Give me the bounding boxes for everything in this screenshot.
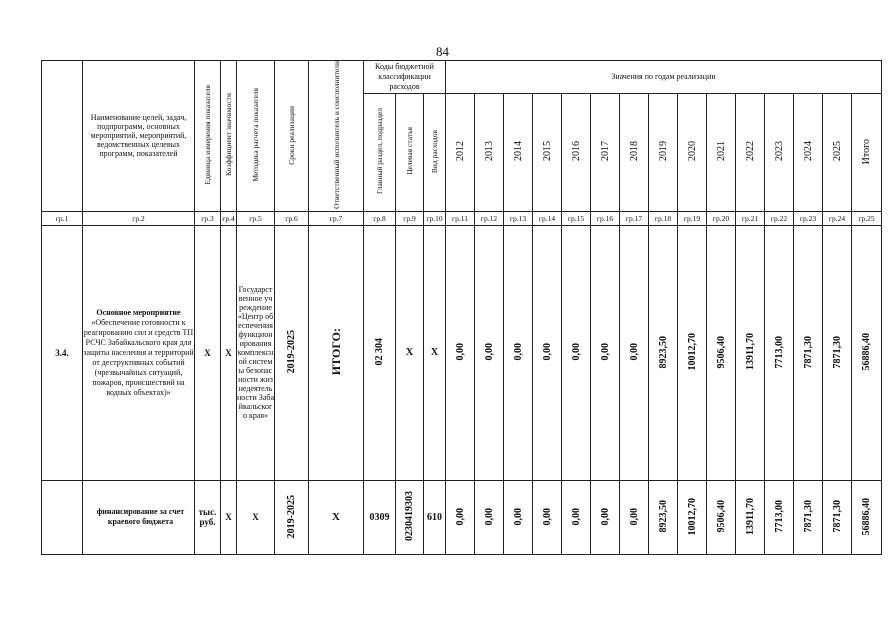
value: 7871,30 [802, 500, 814, 533]
row-article: 0230419303 [404, 491, 415, 542]
table-row [42, 225, 882, 480]
header-name: Наименование целей, задач, подпрограмм, основных мероприятий, мероприятий, ведомственных целевых программ, показателей [83, 61, 195, 212]
value-cell [649, 225, 678, 480]
value-cell [765, 225, 794, 480]
value: 0,00 [483, 507, 495, 526]
year-label: 2015 [541, 141, 553, 162]
year-label: 2013 [483, 141, 495, 162]
value: 0,00 [541, 343, 553, 361]
year-cell [736, 93, 765, 211]
table-row [42, 480, 882, 554]
year-cell [533, 93, 562, 211]
value: 13911,70 [744, 333, 756, 371]
value: 13911,70 [744, 497, 756, 535]
row-number [42, 480, 83, 554]
year-cell [620, 93, 649, 211]
header-responsible-cell [309, 61, 364, 212]
group-cell: гр.25 [852, 211, 882, 225]
row-exptype: 610 [424, 480, 446, 554]
row-coef: Х [221, 480, 237, 554]
group-cell: гр.17 [620, 211, 649, 225]
value: 0,00 [512, 507, 524, 526]
page-number: 84 [436, 44, 449, 59]
value: 0,00 [454, 343, 466, 361]
year-label: 2020 [686, 141, 698, 162]
value: 8923,50 [657, 335, 669, 369]
row-section: 0309 [364, 480, 396, 554]
value-cell [765, 480, 794, 554]
value-cell [620, 225, 649, 480]
value: 7713,00 [773, 335, 785, 369]
value: 0,00 [570, 343, 582, 361]
row-section-cell [364, 225, 396, 480]
group-cell: гр.9 [396, 211, 424, 225]
value: 9506,40 [715, 335, 727, 369]
row-unit: Х [195, 225, 221, 480]
value: 7871,30 [802, 335, 814, 369]
group-cell: гр.10 [424, 211, 446, 225]
group-cell: гр.16 [591, 211, 620, 225]
value-cell [794, 225, 823, 480]
header-terms-cell [275, 61, 309, 212]
year-label: 2025 [831, 141, 843, 162]
group-cell: гр.3 [195, 211, 221, 225]
header-section-cell [364, 93, 396, 211]
row-terms-cell [275, 225, 309, 480]
value: 0,00 [512, 343, 524, 361]
group-cell: гр.24 [823, 211, 852, 225]
header-budget-codes: Коды бюджетной классификации расходов [364, 61, 446, 94]
value-cell [620, 480, 649, 554]
value-cell [678, 225, 707, 480]
value-cell [736, 225, 765, 480]
year-label: 2016 [570, 141, 582, 162]
year-cell [591, 93, 620, 211]
year-label: 2017 [599, 141, 611, 162]
header-years-title: Значения по годам реализации [446, 61, 882, 94]
value-cell [794, 480, 823, 554]
year-label: 2022 [744, 141, 756, 162]
value: 0,00 [541, 507, 553, 526]
header-unit-cell [195, 61, 221, 212]
value-cell [533, 225, 562, 480]
program-table [41, 60, 882, 555]
value: 0,00 [570, 507, 582, 526]
total-value: 56886,40 [861, 333, 872, 371]
header-unit: Единица измерения показателя [203, 85, 212, 185]
group-cell: гр.13 [504, 211, 533, 225]
total-cell [852, 480, 882, 554]
value-cell [562, 225, 591, 480]
value-cell [504, 480, 533, 554]
value: 0,00 [454, 507, 466, 526]
year-cell [823, 93, 852, 211]
group-cell: гр.22 [765, 211, 794, 225]
group-cell: гр.18 [649, 211, 678, 225]
group-cell: гр.19 [678, 211, 707, 225]
group-cell: гр.6 [275, 211, 309, 225]
group-cell: гр.12 [475, 211, 504, 225]
group-cell: гр.21 [736, 211, 765, 225]
value-cell [823, 480, 852, 554]
total-header-label: Итого [861, 138, 872, 164]
row-name-cell [83, 225, 195, 480]
year-cell [649, 93, 678, 211]
value-cell [446, 480, 475, 554]
group-cell: гр.23 [794, 211, 823, 225]
row-section: 02 304 [374, 338, 385, 366]
value-cell [504, 225, 533, 480]
row-article-cell [396, 480, 424, 554]
year-label: 2021 [715, 141, 727, 162]
group-cell: гр.4 [221, 211, 237, 225]
value: 10012,70 [686, 333, 698, 371]
group-cell: гр.20 [707, 211, 736, 225]
year-cell [678, 93, 707, 211]
value: 0,00 [599, 507, 611, 526]
row-responsible: Х [309, 480, 364, 554]
value-cell [475, 225, 504, 480]
value: 7871,30 [831, 500, 843, 533]
group-cell: гр.5 [237, 211, 275, 225]
header-article-cell [396, 93, 424, 211]
year-cell [562, 93, 591, 211]
value-cell [649, 480, 678, 554]
group-cell: гр.8 [364, 211, 396, 225]
header-method-cell [237, 61, 275, 212]
header-terms: Сроки реализации [287, 105, 296, 165]
header-section: Главный раздел, подраздел [375, 108, 384, 195]
value-cell [707, 480, 736, 554]
row-name-bold: Основное мероприятие [96, 307, 181, 317]
year-label: 2024 [802, 141, 814, 162]
year-cell [765, 93, 794, 211]
value-cell [591, 480, 620, 554]
header-exptype-cell [424, 93, 446, 211]
group-cell: гр.11 [446, 211, 475, 225]
header-coef-cell [221, 61, 237, 212]
value-cell [562, 480, 591, 554]
value: 0,00 [628, 343, 640, 361]
value: 7871,30 [831, 335, 843, 369]
row-responsible: ИТОГО: [328, 328, 343, 376]
row-terms: 2019-2025 [286, 330, 297, 374]
year-label: 2023 [773, 141, 785, 162]
total-cell [852, 225, 882, 480]
value: 10012,70 [686, 497, 698, 536]
group-cell: гр.7 [309, 211, 364, 225]
group-cell: гр.1 [42, 211, 83, 225]
year-label: 2019 [657, 141, 669, 162]
row-responsible-cell [309, 225, 364, 480]
year-label: 2012 [454, 141, 466, 162]
row-coef: Х [221, 225, 237, 480]
row-terms: 2019-2025 [286, 494, 297, 538]
group-cell: гр.15 [562, 211, 591, 225]
value-cell [736, 480, 765, 554]
value: 9506,40 [715, 500, 727, 533]
year-cell [707, 93, 736, 211]
year-cell [794, 93, 823, 211]
value: 8923,50 [657, 500, 669, 533]
year-label: 2018 [628, 141, 640, 162]
header-coef: Коэффициент значимости [224, 93, 233, 177]
header-num-cell [42, 61, 83, 212]
row-exptype: Х [424, 225, 446, 480]
total-header-cell [852, 93, 882, 211]
total-value: 56886,40 [861, 497, 872, 536]
row-unit: тыс. руб. [195, 480, 221, 554]
year-label: 2014 [512, 141, 524, 162]
header-exptype: Вид расходов [430, 129, 439, 173]
row-method: Х [237, 480, 275, 554]
row-terms-cell [275, 480, 309, 554]
row-name-rest: «Обеспечение готовности к реагированию сил и средств ТП РСЧС Забайкальского края для защиты населения и территорий от деструктивных событий (чрезвычайных ситуаций, пожаров, происшествий на водных объектах)» [83, 317, 194, 397]
value-cell [475, 480, 504, 554]
group-cell: гр.2 [83, 211, 195, 225]
year-cell [504, 93, 533, 211]
row-method: Государственное учреждение «Центр обеспечения функционирования комплексной системы безопасности жизнедеятельности Забайкальского края» [237, 225, 275, 480]
value: 0,00 [628, 507, 640, 526]
value-cell [446, 225, 475, 480]
row-name: финансирование за счет краевого бюджета [83, 480, 195, 554]
value: 7713,00 [773, 500, 785, 533]
value-cell [533, 480, 562, 554]
value: 0,00 [599, 343, 611, 361]
header-article: Целевая статья [405, 127, 414, 176]
value-cell [823, 225, 852, 480]
row-article: Х [396, 225, 424, 480]
header-method: Методика расчета показателя [251, 88, 260, 182]
value: 0,00 [483, 343, 495, 361]
row-number: 3.4. [42, 225, 83, 480]
year-cell [446, 93, 475, 211]
value-cell [678, 480, 707, 554]
value-cell [707, 225, 736, 480]
header-responsible: Ответственный исполнитель и соисполнители [331, 61, 341, 209]
year-cell [475, 93, 504, 211]
group-cell: гр.14 [533, 211, 562, 225]
value-cell [591, 225, 620, 480]
